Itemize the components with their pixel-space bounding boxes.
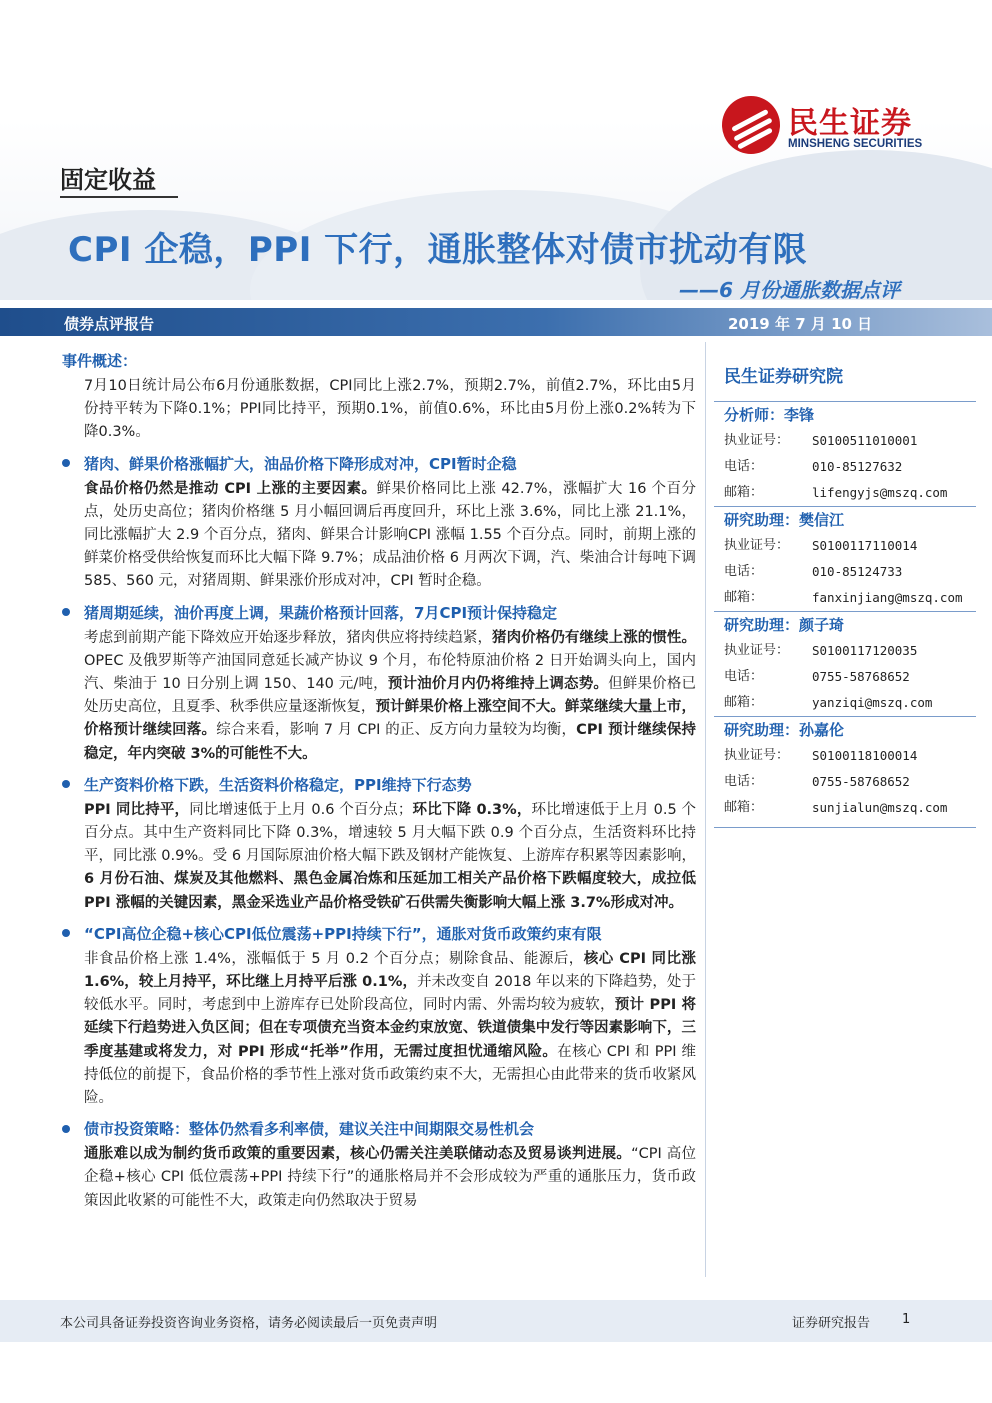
analyst-sidebar xyxy=(714,350,976,828)
page-number: 1 xyxy=(902,1312,911,1327)
bullet-icon xyxy=(62,1125,70,1133)
analyst-name: 研究助理：颜子琦 xyxy=(714,611,976,638)
section-heading: 债市投资策略：整体仍然看多利率债，建议关注中间期限交易性机会 xyxy=(62,1118,696,1139)
report-title: CPI 企稳，PPI 下行，通胀整体对债市扰动有限 xyxy=(68,230,808,270)
bullet-icon xyxy=(62,608,70,616)
email-link[interactable]: fanxinjiang@mszq.com xyxy=(812,590,963,605)
page-footer xyxy=(0,1300,992,1342)
email-link[interactable]: yanziqi@mszq.com xyxy=(812,695,933,710)
section-paragraph: PPI 同比持平，同比增速低于上月 0.6 个百分点；环比下降 0.3%，环比增速低于上月 0.5 个百分点。其中生产资料同比下降 0.3%，增速较 5 月大幅下跌 0.9 个百分点，生活资料环比持平，同比涨 0.9%。受 6 月国际原油价格大幅下跌及钢材产能恢复、上游库存积累等因素影响，6 月份石油、煤炭及其他燃料、黑色金属冶炼和压延加工相关产品价格下跌幅度较大，成拉低 PPI 涨幅的关键因素，黑金采选业产品价格受铁矿石供需失衡影响大幅上涨 3.7%形成对冲。 xyxy=(84,801,696,911)
section-heading: 生产资料价格下跌，生活资料价格稳定，PPI维持下行态势 xyxy=(62,774,696,795)
report-subtitle: ——6 月份通胀数据点评 xyxy=(679,278,900,302)
logo-mark-icon xyxy=(722,96,780,154)
section-heading: 猪周期延续，油价再度上调，果蔬价格预计回落，7月CPI预计保持稳定 xyxy=(62,602,696,623)
analyst-name: 研究助理：孙嘉伦 xyxy=(714,716,976,743)
analyst-name: 研究助理：樊信江 xyxy=(714,506,976,533)
logo-english-name: MINSHENG SECURITIES xyxy=(788,138,923,150)
bullet-icon xyxy=(62,780,70,788)
phone-number: 010-85127632 xyxy=(812,459,903,474)
phone-number: 0755-58768652 xyxy=(812,774,910,789)
cert-number: S0100118100014 xyxy=(812,748,918,763)
email-link[interactable]: sunjialun@mszq.com xyxy=(812,800,948,815)
analyst-card: 研究助理：孙嘉伦 执业证号： S0100118100014 电话： 0755-58768652 邮箱： sunjialun@mszq.com xyxy=(714,716,976,821)
cert-number: S0100511010001 xyxy=(812,433,918,448)
email-link[interactable]: lifengyjs@mszq.com xyxy=(812,485,948,500)
analyst-card: 研究助理：樊信江 执业证号： S0100117110014 电话： 010-85124733 邮箱： fanxinjiang@mszq.com xyxy=(714,506,976,611)
logo-chinese-name: 民生证券 xyxy=(788,106,912,141)
bullet-icon xyxy=(62,459,70,467)
column-divider xyxy=(705,342,706,1277)
analyst-card: 研究助理：颜子琦 执业证号： S0100117120035 电话： 0755-58768652 邮箱： yanziqi@mszq.com xyxy=(714,611,976,716)
event-text: 7月10日统计局公布6月份通胀数据，CPI同比上涨2.7%，预期2.7%，前值2.7%，环比由5月份持平转为下降0.1%；PPI同比持平，预期0.1%，前值0.6%，环比由5月份上涨0.2%转为下降0.3%。 xyxy=(84,378,696,441)
section-underline xyxy=(60,196,178,198)
sidebar-bottom-rule xyxy=(714,821,976,828)
report-body xyxy=(62,350,696,1213)
section-paragraph: 食品价格仍然是推动 CPI 上涨的主要因素。鲜果价格同比上涨 42.7%，涨幅扩大 16 个百分点，处历史高位；猪肉价格继 5 月小幅回调后再度回升，环比上涨 3.6%，同比上涨 21.1%，同比涨幅扩大 2.9 个百分点，猪肉、鲜果合计影响CPI 涨幅 1.55 个百分点。同时，前期上涨的鲜菜价格受供给恢复而环比大幅下降 9.7%；成品油价格 6 月两次下调，汽、柴油合计每吨下调 585、560 元，对猪周期、鲜果涨价形成对冲，CPI 暂时企稳。 xyxy=(84,480,697,590)
cert-number: S0100117110014 xyxy=(812,538,918,553)
cert-number: S0100117120035 xyxy=(812,643,918,658)
footer-disclaimer: 本公司具备证券投资咨询业务资格，请务必阅读最后一页免责声明 xyxy=(60,1316,438,1331)
footer-report-type: 证券研究报告 xyxy=(792,1316,871,1331)
phone-number: 0755-58768652 xyxy=(812,669,910,684)
section-paragraph: 非食品价格上涨 1.4%，涨幅低于 5 月 0.2 个百分点；剔除食品、能源后，核心 CPI 同比涨 1.6%，较上月持平，环比继上月持平后涨 0.1%，并未改变自 2018 年以来的下降趋势，处于较低水平。同时，考虑到中上游库存已处阶段高位，同时内需、外需均较为疲软，预计 PPI 将延续下行趋势进入负区间；但在专项债充当资本金约束放宽、铁道债集中发行等因素影响下，三季度基建或将发力，对 PPI 形成“托举”作用，无需过度担忧通缩风险。在核心 CPI 和 PPI 维持低位的前提下，食品价格的季节性上涨对货币政策约束不大，无需担心由此带来的货币收紧风险。 xyxy=(84,950,697,1107)
section-heading: “CPI高位企稳+核心CPI低位震荡+PPI持续下行”，通胀对货币政策约束有限 xyxy=(62,923,696,944)
report-type: 债券点评报告 xyxy=(64,315,155,333)
event-heading: 事件概述： xyxy=(62,352,138,370)
institute-name: 民生证券研究院 xyxy=(724,367,843,387)
analyst-card: 分析师：李锋 执业证号： S0100511010001 电话： 010-85127632 邮箱： lifengyjs@mszq.com xyxy=(714,401,976,506)
bullet-icon xyxy=(62,929,70,937)
section-heading: 猪肉、鲜果价格涨幅扩大，油品价格下降形成对冲，CPI暂时企稳 xyxy=(62,453,696,474)
report-date: 2019 年 7 月 10 日 xyxy=(728,315,873,333)
section-paragraph: 考虑到前期产能下降效应开始逐步释放，猪肉供应将持续趋紧，猪肉价格仍有继续上涨的惯性。OPEC 及俄罗斯等产油国同意延长减产协议 9 个月，布伦特原油价格 2 日开始调头向上，国内汽、柴油于 10 日分别上调 150、140 元/吨，预计油价月内仍将维持上调态势。但鲜果价格已处历史高位，且夏季、秋季供应量逐渐恢复，预计鲜果价格上涨空间不大。鲜菜继续大量上市，价格预计继续回落。综合来看，影响 7 月 CPI 的正、反方向力量较为均衡，CPI 预计继续保持稳定，年内突破 3%的可能性不大。 xyxy=(84,629,697,762)
section-paragraph: 通胀难以成为制约货币政策的重要因素，核心仍需关注美联储动态及贸易谈判进展。“CPI 高位企稳+核心 CPI 低位震荡+PPI 持续下行”的通胀格局并不会形成较为严重的通胀压力，货币政策因此收紧的可能性不大，政策走向仍然取决于贸易 xyxy=(84,1146,696,1209)
section-label: 固定收益 xyxy=(60,166,156,194)
company-logo xyxy=(722,96,982,158)
phone-number: 010-85124733 xyxy=(812,564,903,579)
report-banner xyxy=(0,308,992,336)
analyst-name: 分析师：李锋 xyxy=(714,401,976,428)
